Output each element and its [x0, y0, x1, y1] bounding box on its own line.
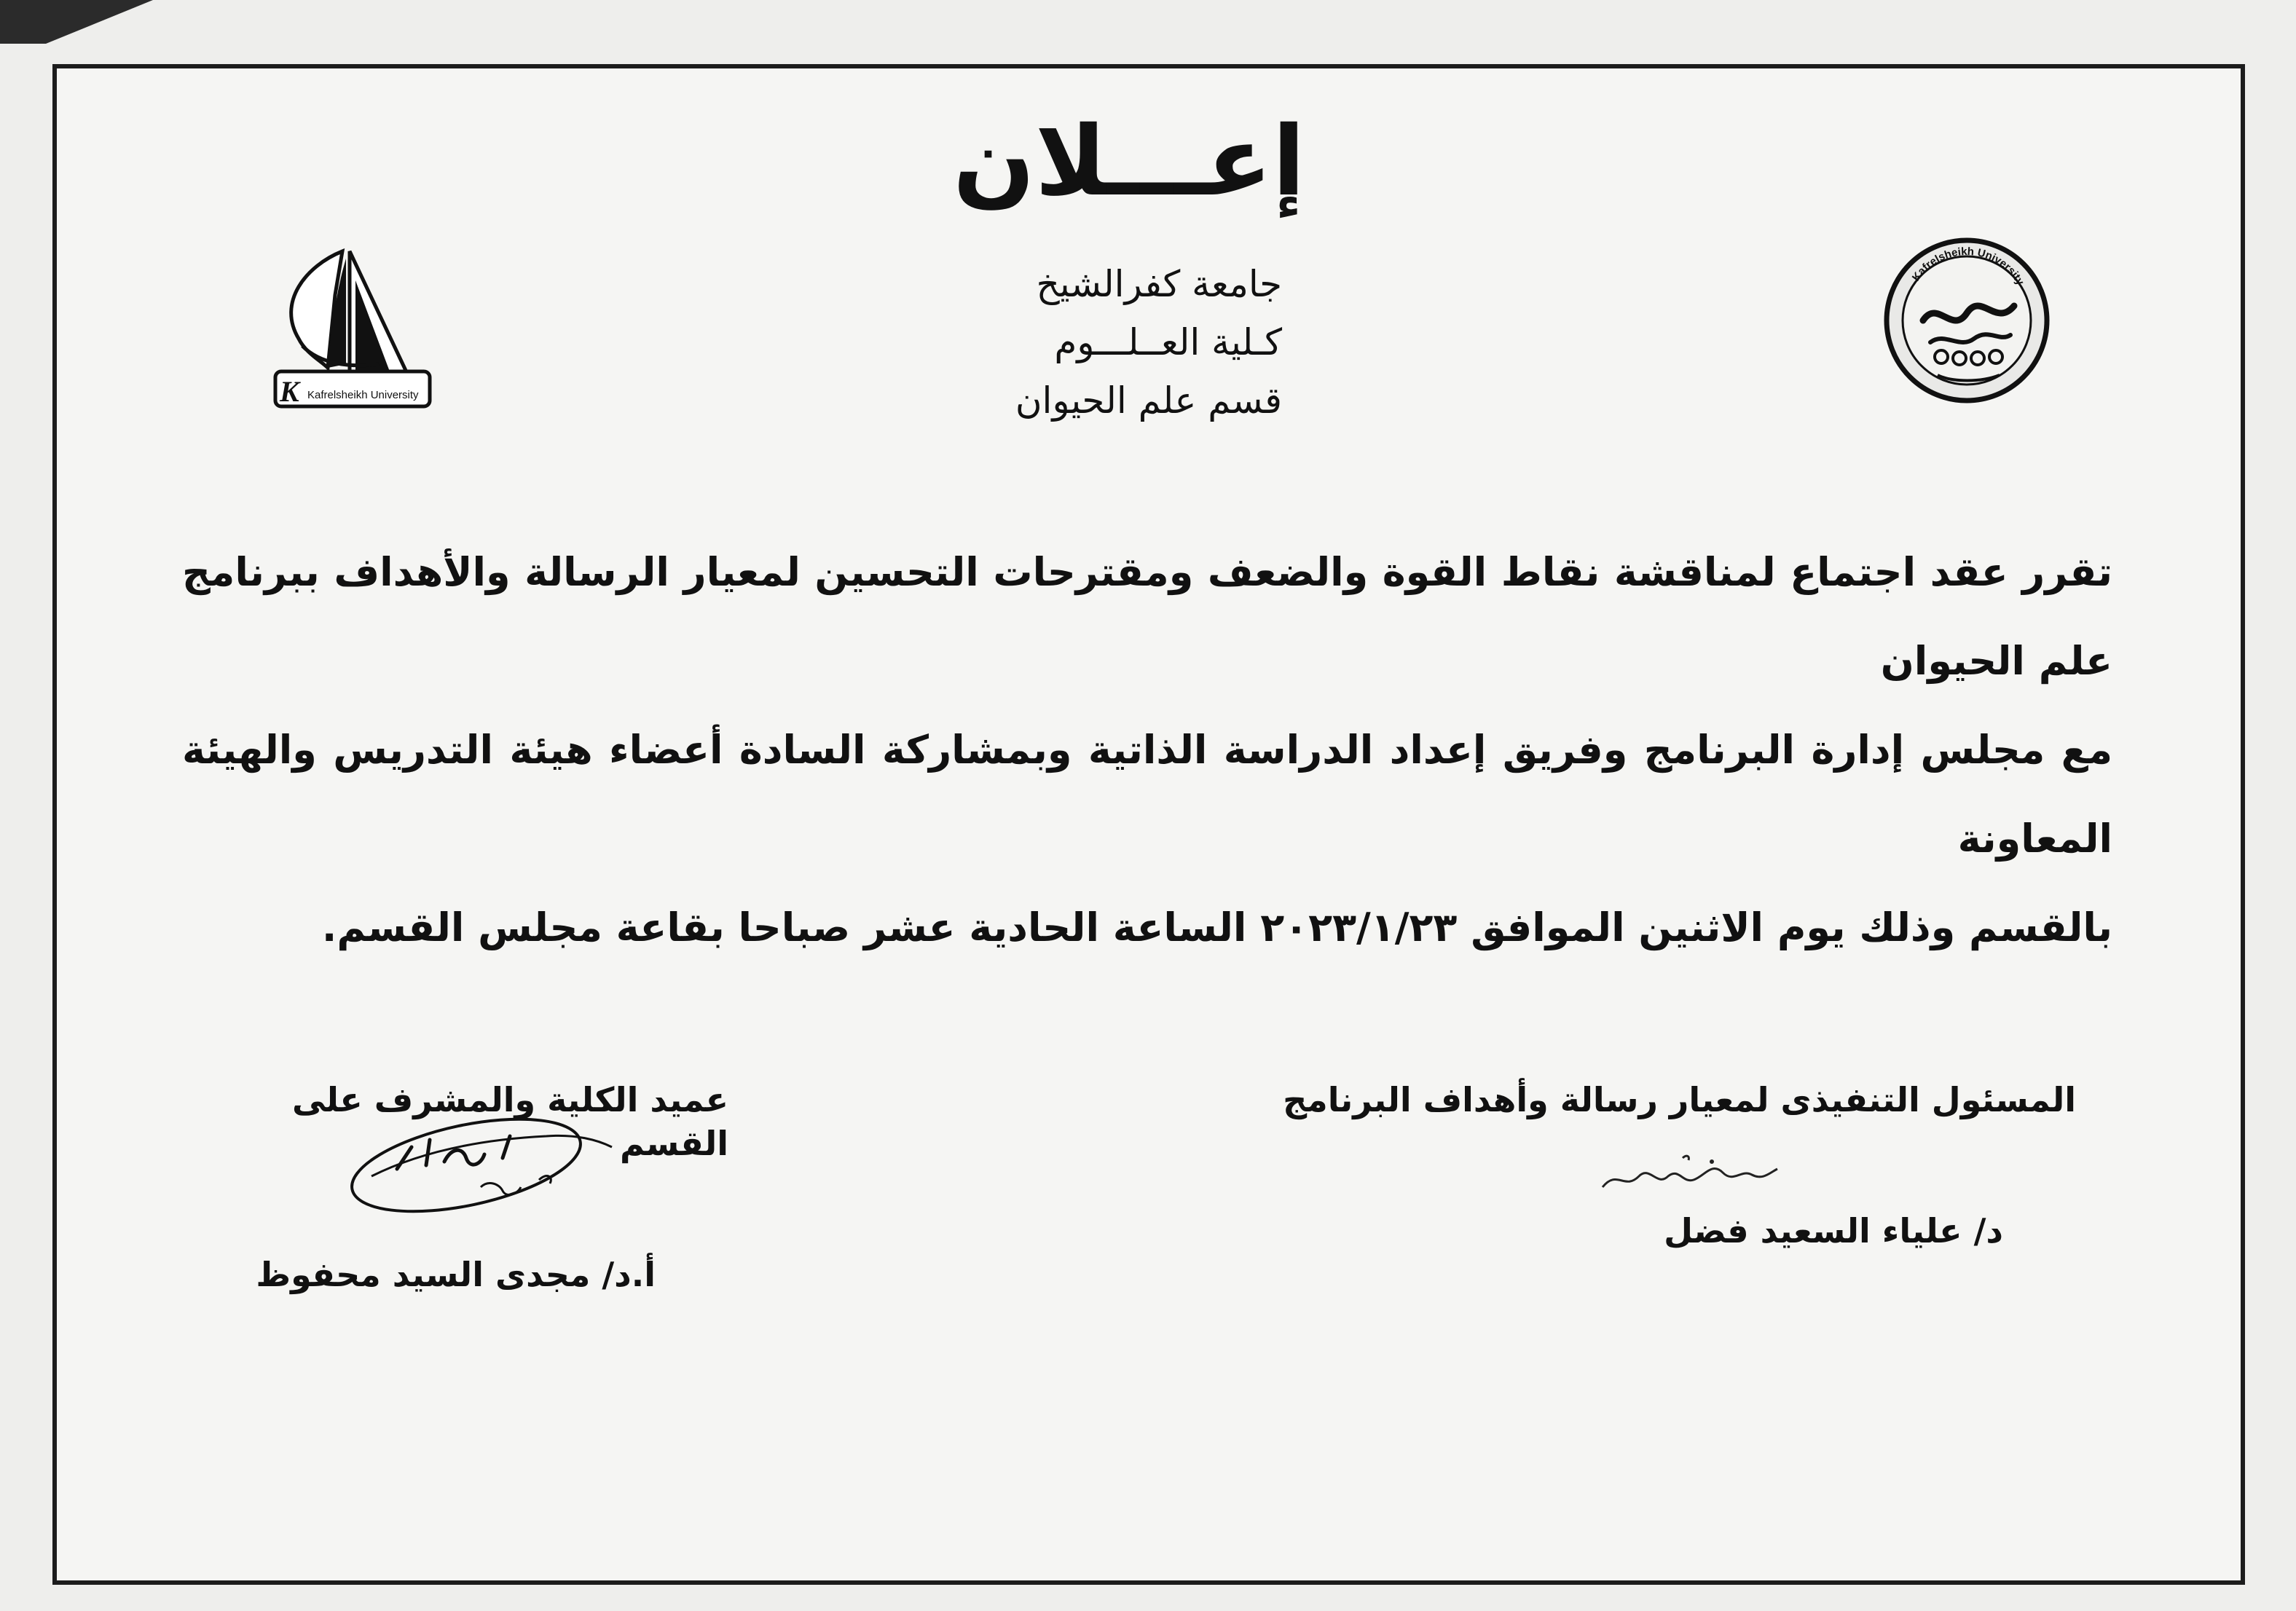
signatory-name: د/ علياء السعيد فضل [1664, 1211, 2003, 1250]
signatory-role: عميد الكلية والمشرف على القسم [292, 1080, 728, 1163]
signatory-name: أ.د/ مجدى السيد محفوظ [256, 1255, 656, 1294]
svg-text:K: K [280, 375, 299, 408]
department-name: قسم علم الحيوان [1015, 379, 1282, 422]
faculty-name: كـلية العــلـــوم [1054, 321, 1282, 363]
signatory-role: المسئول التنفيذى لمعيار رسالة وأهداف البرنامج [1283, 1080, 2076, 1119]
announcement-body [182, 528, 2112, 972]
body-line: بالقسم وذلك يوم الاثنين الموافق ٢٠٢٣/١/٢٣ الساعة الحادية عشر صباحا بقاعة مجلس القسم. [321, 905, 2112, 950]
handwritten-signature [1595, 1147, 1785, 1205]
left-logo-text: Kafrelsheikh University [307, 389, 419, 401]
faculty-seal [1879, 233, 2054, 408]
page-corner-shadow [0, 0, 153, 44]
university-logo [262, 237, 444, 415]
body-line: تقرر عقد اجتماع لمناقشة نقاط القوة والضعف ومقترحات التحسين لمعيار الرسالة والأهداف ببرنامج علم الحيوان [182, 549, 2112, 684]
institution-header [874, 255, 1282, 430]
right-logo-text: Kafrelsheikh University [1909, 245, 2026, 288]
body-line: مع مجلس إدارة البرنامج وفريق إعداد الدراسة الذاتية وبمشاركة السادة أعضاء هيئة التدريس والهيئة المعاونة [182, 727, 2112, 862]
handwritten-signature [328, 1096, 634, 1234]
announcement-title: إعـــلان [953, 106, 1305, 218]
university-name: جامعة كفرالشيخ [1036, 263, 1282, 305]
